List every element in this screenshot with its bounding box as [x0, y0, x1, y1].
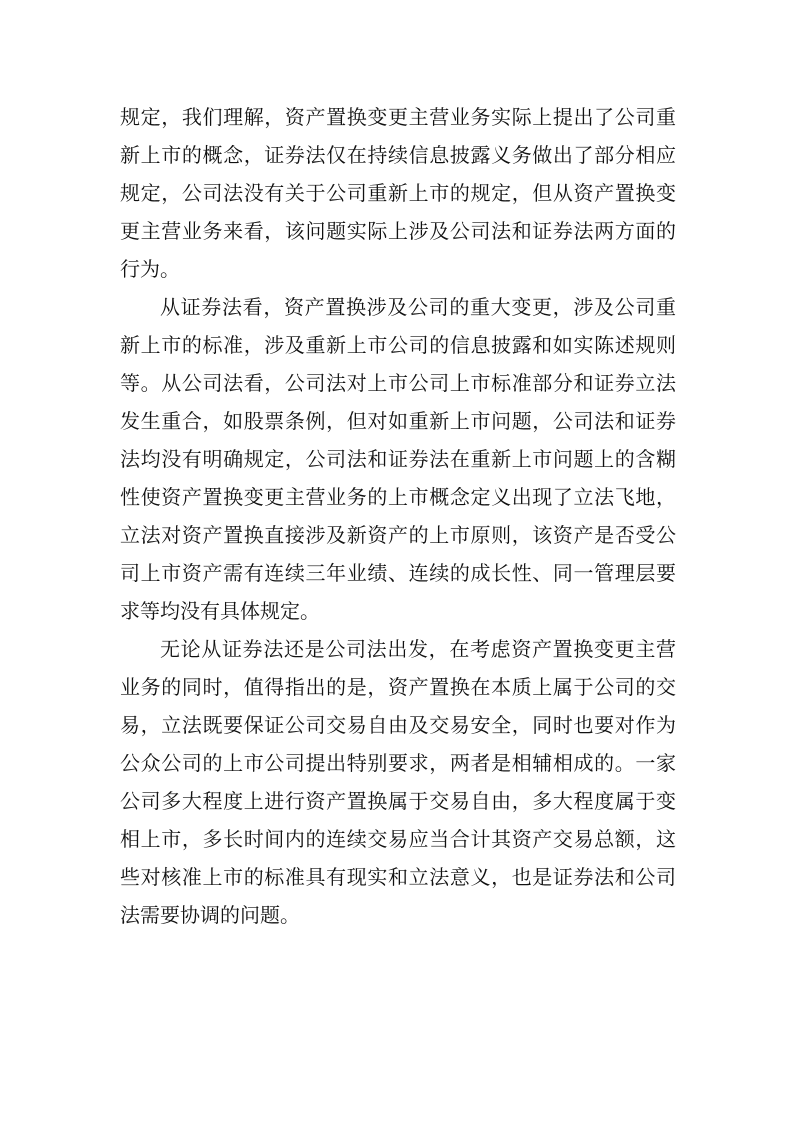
paragraph-company-law: 无论从证券法还是公司法出发，在考虑资产置换变更主营业务的同时，值得指出的是，资产置换在本质上属于公司的交易，立法既要保证公司交易自由及交易安全，同时也要对作为公众公司的上市公司提出特别要求，两者是相辅相成的。一家公司多大程度上进行资产置换属于交易自由，多大程度属于变相上市，多长时间内的连续交易应当合计其资产交易总额，这些对核准上市的标准具有现实和立法意义，也是证券法和公司法需要协调的问题。 — [120, 637, 676, 927]
paragraph-continued: 规定，我们理解，资产置换变更主营业务实际上提出了公司重新上市的概念，证券法仅在持续信息披露义务做出了部分相应规定，公司法没有关于公司重新上市的规定，但从资产置换变更主营业务来看，该问题实际上涉及公司法和证券法两方面的行为。 — [120, 105, 676, 281]
paragraph-securities-law: 从证券法看，资产置换涉及公司的重大变更，涉及公司重新上市的标准，涉及重新上市公司的信息披露和如实陈述规则等。从公司法看，公司法对上市公司上市标准部分和证券立法发生重合，如股票条例，但对如重新上市问题，公司法和证券法均没有明确规定，公司法和证券法在重新上市问题上的含糊性使资产置换变更主营业务的上市概念定义出现了立法飞地，立法对资产置换直接涉及新资产的上市原则，该资产是否受公司上市资产需有连续三年业绩、连续的成长性、同一管理层要求等均没有具体规定。 — [120, 295, 676, 623]
document-body — [120, 98, 676, 934]
